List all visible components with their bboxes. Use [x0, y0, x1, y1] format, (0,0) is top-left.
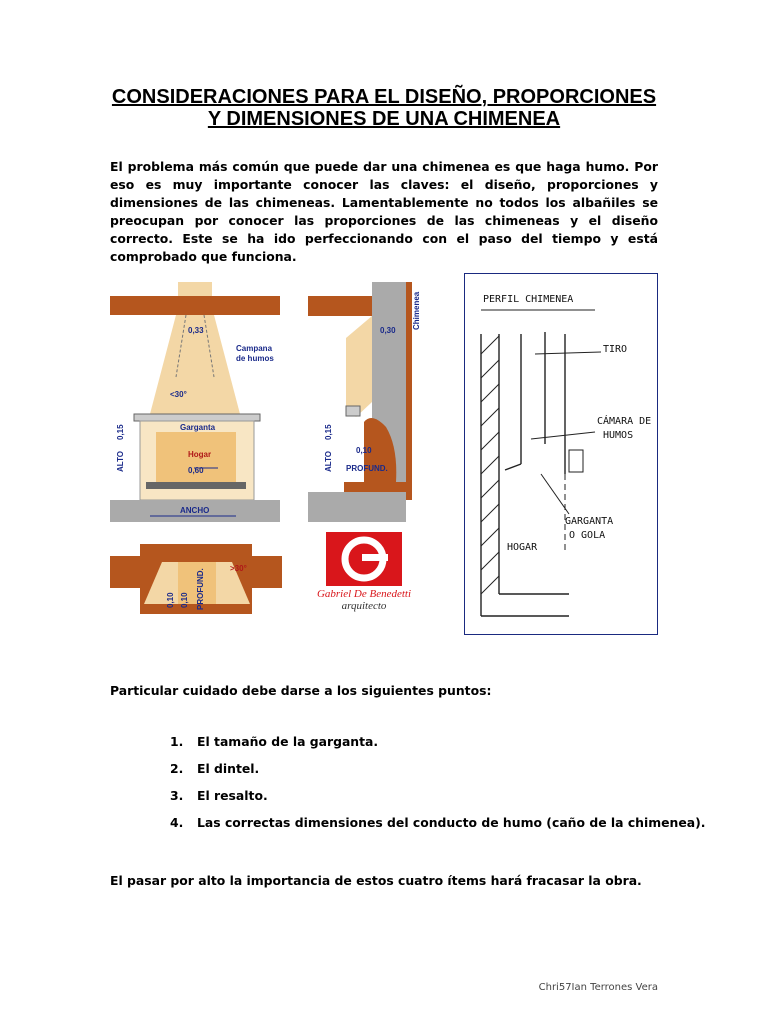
intro-paragraph: El problema más común que puede dar una chimenea es que haga humo. Por eso es muy importante conocer las claves: el diseño, proporciones y dimensiones de las chimeneas. Lamentablemente no todos los albañiles se preocupan por conocer las proporciones de las chimeneas y el diseño correcto. Este se ha ido perfeccionando con el paso del tiempo y está comprobado que funciona.: [110, 159, 658, 264]
sketch-garganta-label-2: O GOLA: [569, 530, 606, 541]
side-alto-label: ALTO: [324, 450, 333, 472]
title-line-1: CONSIDERACIONES PARA EL DISEÑO, PROPORCIONES: [111, 86, 657, 108]
sketch-title: PERFIL CHIMENEA: [483, 294, 574, 305]
footer-author: Chri57Ian Terrones Vera: [538, 982, 658, 993]
list-number: 2.: [170, 761, 184, 776]
front-campana-label: Campana: [236, 344, 273, 353]
front-angle-label: <30°: [170, 390, 187, 399]
points-list: [170, 728, 706, 836]
list-text: El tamaño de la garganta.: [197, 734, 379, 749]
front-dim-015: 0,15: [116, 424, 125, 440]
front-de-humos-label: de humos: [236, 354, 274, 363]
points-intro: Particular cuidado debe darse a los siguientes puntos:: [110, 683, 492, 698]
side-chimenea-label: Chimenea: [412, 291, 421, 330]
front-dim-top: 0,33: [188, 326, 204, 335]
front-hogar-label: Hogar: [188, 450, 212, 459]
sketch-camara-label-1: CÁMARA DE: [597, 416, 652, 427]
profile-sketch: [464, 273, 658, 635]
side-profund-label: PROFUND.: [346, 464, 388, 473]
plan-angle-label: >30°: [230, 564, 247, 573]
side-dim-010: 0,10: [356, 446, 372, 455]
architect-logo: [306, 532, 422, 614]
side-fireplace-diagram: [308, 282, 438, 522]
front-garganta-label: Garganta: [180, 423, 216, 432]
sketch-tiro-label: TIRO: [603, 344, 628, 355]
list-item: [170, 728, 706, 755]
side-dim-top: 0,30: [380, 326, 396, 335]
front-ancho-label: ANCHO: [180, 506, 210, 515]
sketch-hogar-label: HOGAR: [507, 542, 538, 553]
plan-profund-label: PROFUND.: [196, 568, 205, 610]
logo-role: arquitecto: [341, 600, 387, 612]
title-line-2: Y DIMENSIONES DE UNA CHIMENEA: [207, 108, 561, 130]
list-number: 4.: [170, 815, 184, 830]
front-alto-label: ALTO: [116, 450, 125, 472]
list-number: 1.: [170, 734, 184, 749]
front-dim-hogar: 0,60: [188, 466, 204, 475]
front-fireplace-diagram: [110, 282, 280, 522]
sketch-camara-label-2: HUMOS: [603, 430, 634, 441]
conclusion-text: El pasar por alto la importancia de estos cuatro ítems hará fracasar la obra.: [110, 873, 642, 888]
side-dim-015: 0,15: [324, 424, 333, 440]
list-number: 3.: [170, 788, 184, 803]
page-title: [100, 86, 668, 130]
list-text: El dintel.: [197, 761, 260, 776]
list-item: [170, 782, 706, 809]
profile-sketch-drawing: [465, 274, 657, 634]
logo-mark: [306, 532, 422, 588]
list-text: Las correctas dimensiones del conducto de humo (caño de la chimenea).: [197, 815, 706, 830]
front-fireplace-drawing: [110, 282, 280, 522]
sketch-garganta-label-1: GARGANTA: [565, 516, 614, 527]
list-item: [170, 755, 706, 782]
list-text: El resalto.: [197, 788, 268, 803]
logo-name: Gabriel De Benedetti: [316, 588, 412, 600]
plan-dim-b: 0,10: [180, 592, 189, 608]
list-item: [170, 809, 706, 836]
plan-fireplace-diagram: [110, 544, 282, 614]
plan-dim-a: 0,10: [166, 592, 175, 608]
